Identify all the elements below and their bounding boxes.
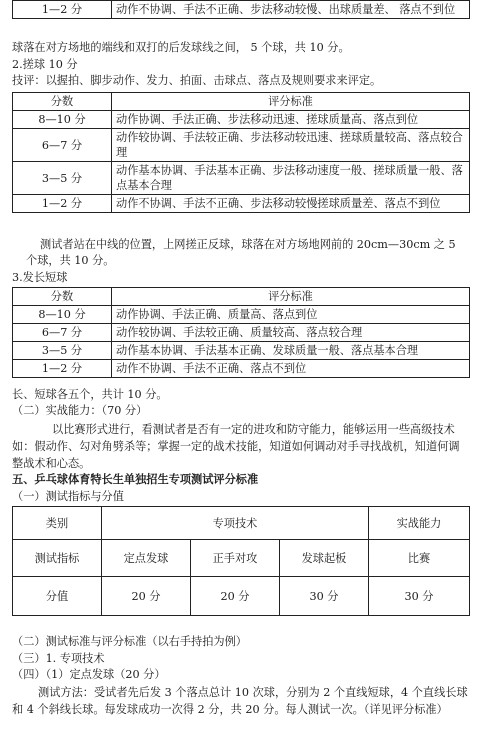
section-title-rub: 2.搓球 10 分 <box>12 58 78 71</box>
table-header-row <box>13 507 470 540</box>
criteria-cell: 动作基本协调、手法基本正确、发球质量一般、落点基本合理 <box>112 342 470 360</box>
score-cell: 30 分 <box>369 577 470 616</box>
score-cell: 3—5 分 <box>13 162 112 195</box>
score-cell: 1—2 分 <box>13 360 112 378</box>
serve-score-table-tail <box>12 0 470 19</box>
score-cell: 6—7 分 <box>13 324 112 342</box>
table-row <box>13 111 470 129</box>
subheading-standards: （二）测试标准与评分标准（以右手持拍为例） <box>12 635 247 648</box>
item-cell: 正手对攻 <box>191 540 280 577</box>
table-row <box>13 342 470 360</box>
long-short-note: 长、短球各五个，共计 10 分。 <box>12 388 168 401</box>
table-row <box>13 306 470 324</box>
criteria-cell: 动作较协调、手法较正确、步法移动较迅速、搓球质量较高、落点较合理 <box>112 129 470 162</box>
table-row <box>13 577 470 616</box>
category-label: 类别 <box>13 507 102 540</box>
rub-technique-text: 技评：以握拍、脚步动作、发力、拍面、击球点、落点及规则要求来评定。 <box>12 74 382 87</box>
subheading-fixed-serve: （四）（1）定点发球（20 分） <box>12 668 166 681</box>
indicator-score-table <box>12 506 470 616</box>
col-header-score: 分数 <box>13 93 112 111</box>
special-tech-label: 专项技术 <box>102 507 369 540</box>
criteria-cell: 动作较协调、手法较正确、质量较高、落点较合理 <box>112 324 470 342</box>
table-row <box>13 360 470 378</box>
item-cell: 发球起板 <box>280 540 369 577</box>
criteria-cell: 动作协调、手法正确、质量高、落点到位 <box>112 306 470 324</box>
subheading-indicators: （一）测试指标与分值 <box>12 490 124 503</box>
criteria-cell: 动作协调、手法正确、步法移动迅速、搓球质量高、落点到位 <box>112 111 470 129</box>
table-row <box>13 195 470 213</box>
score-cell: 1—2 分 <box>13 1 112 19</box>
section-heading-table-tennis: 五、乒乓球体育特长生单独招生专项测试评分标准 <box>12 473 259 486</box>
criteria-cell: 动作不协调、手法不正确、落点不到位 <box>112 360 470 378</box>
col-header-criteria: 评分标准 <box>112 93 470 111</box>
section-title-serve-long-short: 3.发长短球 <box>12 271 68 284</box>
practical-body: 以比赛形式进行，看测试者是否有一定的进攻和防守能力，能够运用一些高级技术如：假动作、勾对角劈杀等；掌握一定的战术技能，知道如何调动对手寻找战机，知道何调整战术和心态。 <box>12 423 460 470</box>
practical-title: （二）实战能力：（70 分） <box>12 404 148 417</box>
table-row <box>13 162 470 195</box>
score-cell: 20 分 <box>102 577 191 616</box>
index-label: 测试指标 <box>13 540 102 577</box>
score-cell: 30 分 <box>280 577 369 616</box>
table-row <box>13 129 470 162</box>
practical-label: 实战能力 <box>369 507 470 540</box>
score-cell: 1—2 分 <box>13 195 112 213</box>
long-short-score-table <box>12 287 470 378</box>
table-row <box>13 1 470 19</box>
score-cell: 6—7 分 <box>13 129 112 162</box>
criteria-cell: 动作基本协调、手法基本正确、步法移动速度一般、搓球质量一般、落点基本合理 <box>112 162 470 195</box>
table-header-row <box>13 288 470 306</box>
criteria-cell: 动作不协调、手法不正确、步法移动较慢、出球质量差、 落点不到位 <box>112 1 470 19</box>
table-row <box>13 540 470 577</box>
serve-note: 球落在对方场地的端线和双打的后发球线之间， 5 个球，共 10 分。 <box>12 41 350 54</box>
score-cell: 8—10 分 <box>13 111 112 129</box>
subheading-special-tech: （三）1. 专项技术 <box>12 652 105 665</box>
score-label: 分值 <box>13 577 102 616</box>
score-cell: 3—5 分 <box>13 342 112 360</box>
table-row <box>13 324 470 342</box>
item-cell: 定点发球 <box>102 540 191 577</box>
score-cell: 20 分 <box>191 577 280 616</box>
score-cell: 8—10 分 <box>13 306 112 324</box>
rub-score-table <box>12 92 470 213</box>
item-cell: 比赛 <box>369 540 470 577</box>
test-method-text: 测试方法：受试者先后发 3 个落点总计 10 次球，分别为 2 个直线短球，4 个直线长球和 4 个斜线长球。每发球成功一次得 2 分，共 20 分。每人测试一次。（详见评分标准） <box>12 686 468 716</box>
table-header-row <box>13 93 470 111</box>
col-header-criteria: 评分标准 <box>112 288 470 306</box>
criteria-cell: 动作不协调、手法不正确、步法移动较慢搓球质量差、落点不到位 <box>112 195 470 213</box>
rub-note: 测试者站在中线的位置，上网搓正反球，球落在对方场地网前的 20cm—30cm 之 5 个球，共 10 分。 <box>26 238 456 267</box>
col-header-score: 分数 <box>13 288 112 306</box>
